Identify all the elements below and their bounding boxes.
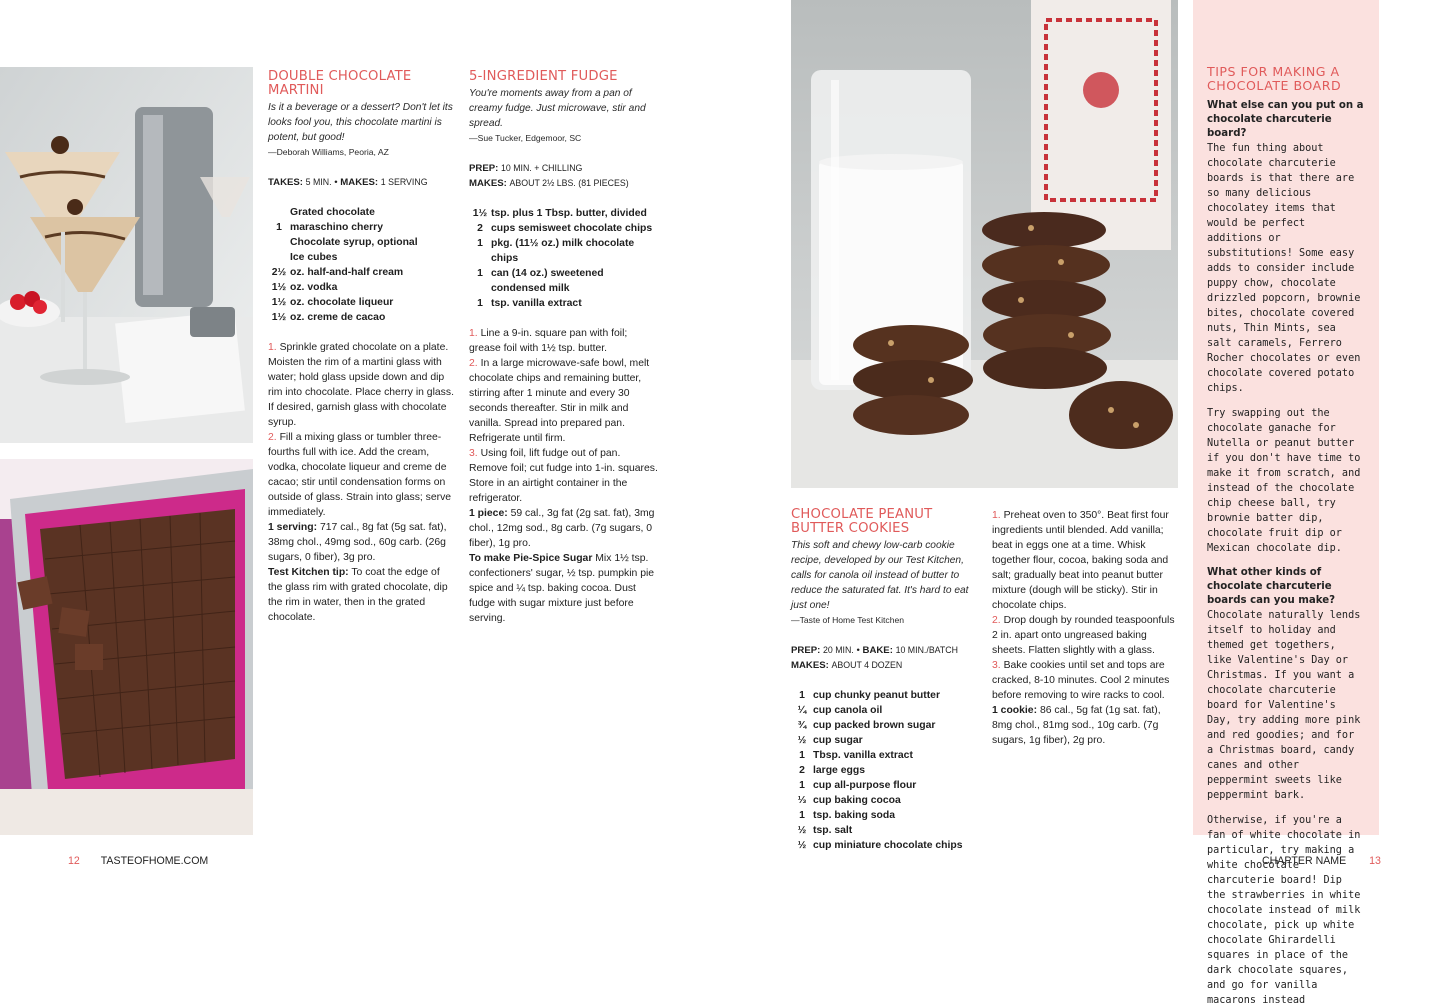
ingredient-item: ½ cup sugar (797, 735, 863, 746)
recipe-title: CHOCOLATE PEANUT BUTTER COOKIES (791, 507, 933, 536)
ingredient-item: 1½ tsp. plus 1 Tbsp. butter, divided (472, 208, 647, 219)
ingredient-item: 1 Tbsp. vanilla extract (799, 750, 913, 761)
sidebar-paragraph: What other kinds of chocolate charcuterie boards can you make? Chocolate naturally lends itself to holiday and themed get togethers, like Valentine's Day or Christmas. If you want a chocolate charcuterie board for Valentine's Day, try adding more pink and red goodies; and for a Christmas board, candy canes and other peppermint sweets like peppermint bark. (1207, 566, 1365, 803)
ingredient-item: 1 cup all-purpose flour (799, 780, 917, 791)
ingredient-item: ¾ cup packed brown sugar (797, 720, 936, 731)
ingredient-item: 1 can (14 oz.) sweetened condensed milk (477, 268, 604, 294)
step: 1. Line a 9-in. square pan with foil; grease foil with 1½ tsp. butter. (469, 328, 628, 354)
ingredient-item: ⅓ cup baking cocoa (797, 795, 901, 806)
footer-right (1262, 855, 1381, 867)
footer-left (68, 855, 208, 867)
recipe-steps (268, 340, 456, 625)
ingredient-item: 1 tsp. baking soda (799, 810, 895, 821)
sidebar-paragraph: Try swapping out the chocolate ganache for Nutella or peanut butter if you don't have time to make it from scratch, and instead of the chocolate chip cheese ball, try brownie batter dip, chocolate fruit dip or Mexican chocolate dip. (1207, 408, 1361, 554)
recipe-credit: —Taste of Home Test Kitchen (791, 615, 905, 625)
test-kitchen-tip: Test Kitchen tip: To coat the edge of the glass rim with grated chocolate, dip the rim in water, then in the grated chocolate. (268, 567, 448, 623)
recipe-steps-column (992, 508, 1182, 748)
ingredient-item: Ice cubes (290, 252, 338, 263)
sidebar-question: What other kinds of chocolate charcuterie boards can you make? (1207, 567, 1336, 606)
recipe-steps (992, 508, 1182, 748)
step: 2. In a large microwave-safe bowl, melt chocolate chips and remaining butter, stirring after 1 minute and every 30 seconds thereafter. Stir in milk and vanilla. Spread into prepared pan. Refrigerate until firm. (469, 358, 650, 444)
sidebar-question: What else can you put on a chocolate charcuterie board? (1207, 100, 1364, 139)
ingredient-item: Chocolate syrup, optional (290, 237, 418, 248)
recipe-description: This soft and chewy low-carb cookie recipe, developed by our Test Kitchen, calls for canola oil instead of butter to reduce the saturated fat. It's hard to eat just one! (791, 540, 969, 611)
recipe-description: You're moments away from a pan of creamy fudge. Just microwave, stir and spread. (469, 88, 646, 129)
recipe-steps (469, 326, 659, 626)
recipe-meta: PREP: 10 MIN. + CHILLING MAKES: ABOUT 2½ LBS. (81 PIECES) (469, 163, 629, 189)
page-number: 12 (68, 855, 80, 867)
step: 3. Using foil, lift fudge out of pan. Remove foil; cut fudge into 1-in. squares. Store in an airtight container in the refrigerator. (469, 448, 658, 504)
ingredient-item: 2 cups semisweet chocolate chips (477, 223, 653, 234)
step: 1. Sprinkle grated chocolate on a plate. Moisten the rim of a martini glass with water; hold glass upside down and dip rim into chocolate. Place cherry in glass. If desired, garnish glass with chocolate syrup. (268, 342, 454, 428)
recipe-meta: TAKES: 5 MIN. • MAKES: 1 SERVING (268, 177, 428, 188)
ingredient-item: ½ tsp. salt (797, 825, 853, 836)
sidebar-title: TIPS FOR MAKING A CHOCOLATE BOARD (1207, 64, 1342, 93)
ingredient-item: 2½ oz. half-and-half cream (271, 267, 404, 278)
page-number: 13 (1369, 855, 1381, 867)
step: 2. Drop dough by rounded teaspoonfuls 2 in. apart onto ungreased baking sheets. Flatten slightly with a glass. (992, 615, 1175, 656)
ingredient-item: 1 tsp. vanilla extract (477, 298, 582, 309)
ingredient-item: 1 cup chunky peanut butter (799, 690, 941, 701)
ingredient-item: 1 pkg. (11½ oz.) milk chocolate chips (477, 238, 635, 264)
variation: To make Pie-Spice Sugar Mix 1½ tsp. confectioners' sugar, ½ tsp. pumpkin pie spice and ¼ tsp. baking cocoa. Dust fudge with sugar mixture just before serving. (469, 553, 655, 624)
ingredient-item: 2 large eggs (799, 765, 865, 776)
chapter-name: CHAPTER NAME (1262, 855, 1347, 867)
sidebar-paragraph: Otherwise, if you're a fan of white chocolate in particular, try making a white chocolate charcuterie board! Dip the strawberries in white chocolate instead of milk chocolate, pick up white chocolate Ghirardelli squares in place of the dark chocolate squares, and go for vanilla macarons instead (1207, 815, 1361, 1006)
ingredient-list (469, 206, 659, 311)
nutrition: 1 serving: 717 cal., 8g fat (5g sat. fat), 38mg chol., 49mg sod., 60g carb. (26g sugars, 0 fiber), 3g pro. (268, 522, 447, 563)
recipe-chocolate-peanut-butter-cookies (791, 508, 981, 853)
fudge-photo (0, 459, 253, 835)
recipe-title: 5-INGREDIENT FUDGE (469, 69, 618, 84)
nutrition: 1 cookie: 86 cal., 5g fat (1g sat. fat), 8mg chol., 81mg sod., 10g carb. (7g sugars, 1g fiber), 2g pro. (992, 705, 1161, 746)
sidebar-body (1207, 99, 1365, 1008)
recipe-title: DOUBLE CHOCOLATE MARTINI (268, 69, 412, 98)
ingredient-item: 1 maraschino cherry (276, 222, 383, 233)
ingredient-list (268, 205, 456, 325)
ingredient-item: ½ cup miniature chocolate chips (797, 840, 963, 851)
recipe-double-chocolate-martini (268, 70, 456, 625)
step: 2. Fill a mixing glass or tumbler three-fourths full with ice. Add the cream, vodka, chocolate liqueur and creme de cacao; stir until condensation forms on outside of glass. Strain into glass; serve immediately. (268, 432, 452, 518)
recipe-credit: —Deborah Williams, Peoria, AZ (268, 147, 389, 157)
footer-site: TASTEOFHOME.COM (100, 855, 209, 867)
ingredient-list (791, 688, 981, 853)
recipe-credit: —Sue Tucker, Edgemoor, SC (469, 133, 582, 143)
martini-photo (0, 67, 253, 443)
ingredient-item: ¼ cup canola oil (797, 705, 883, 716)
cookies-photo (791, 0, 1178, 488)
recipe-5-ingredient-fudge (469, 70, 659, 626)
ingredient-item: 1½ oz. creme de cacao (271, 312, 386, 323)
recipe-meta: PREP: 20 MIN. • BAKE: 10 MIN./BATCH MAKES: ABOUT 4 DOZEN (791, 645, 958, 671)
ingredient-item: 1½ oz. chocolate liqueur (271, 297, 394, 308)
nutrition: 1 piece: 59 cal., 3g fat (2g sat. fat), 3mg chol., 12mg sod., 8g carb. (7g sugars, 0 fiber), 1g pro. (469, 508, 655, 549)
ingredient-item: Grated chocolate (290, 207, 375, 218)
step: 1. Preheat oven to 350°. Beat first four ingredients until blended. Add vanilla; beat in eggs one at a time. Whisk together flour, cocoa, baking soda and salt; gradually beat into peanut butter mixture (dough will be sticky). Stir in chocolate chips. (992, 510, 1169, 611)
ingredient-item: 1½ oz. vodka (271, 282, 338, 293)
step: 3. Bake cookies until set and tops are cracked, 8-10 minutes. Cool 2 minutes before removing to wire racks to cool. (992, 660, 1170, 701)
recipe-description: Is it a beverage or a dessert? Don't let its looks fool you, this chocolate martini is potent, but good! (268, 102, 453, 143)
sidebar-paragraph: What else can you put on a chocolate charcuterie board? The fun thing about chocolate charcuterie boards is that there are so many delicious chocolatey items that would be perfect additions or substitutions! Some easy adds to consider include puppy chow, chocolate drizzled popcorn, brownie bites, chocolate covered nuts, Thin Mints, sea salt caramels, Ferrero Rocher chocolates or even chocolate covered potato chips. (1207, 100, 1364, 394)
